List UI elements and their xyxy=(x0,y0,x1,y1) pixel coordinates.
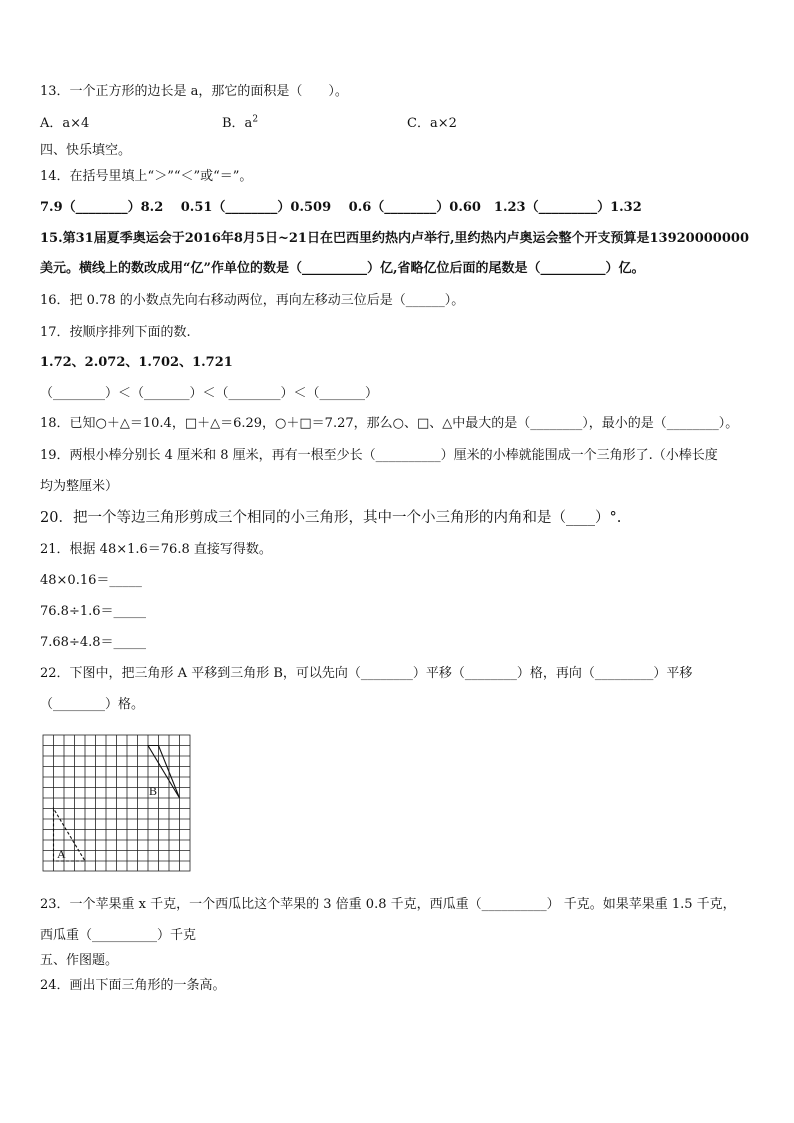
q13-option-c: C．a×2 xyxy=(407,116,457,131)
q13-option-b-exponent: 2 xyxy=(252,114,259,125)
q18-question: 18．已知○＋△＝10.4，□＋△＝6.29，○＋□＝7.27，那么○、□、△中最大的是（________），最小的是（________）。 xyxy=(40,416,739,431)
q13-option-b xyxy=(222,116,258,132)
q14-question: 14．在括号里填上“＞”“＜”或“＝”。 xyxy=(40,169,253,184)
q17-blanks: （________）＜（_______）＜（________）＜（_______） xyxy=(40,386,379,401)
q23-line-2: 西瓜重（__________）千克 xyxy=(40,928,197,943)
q21-calc-2: 76.8÷1.6＝_____ xyxy=(40,604,147,619)
q19-line-2: 均为整厘米） xyxy=(40,479,119,494)
q20-question: 20．把一个等边三角形剪成三个相同的小三角形，其中一个小三角形的内角和是（____）°. xyxy=(40,510,622,526)
q17-numbers: 1.72、2.072、1.702、1.721 xyxy=(40,355,233,370)
q14-comparisons: 7.9（________）8.2 0.51（________）0.509 0.6（________）0.60 1.23（_________）1.32 xyxy=(40,200,642,215)
section-5-heading: 五、作图题。 xyxy=(40,953,119,968)
translation-grid-figure xyxy=(42,734,192,874)
section-4-heading: 四、快乐填空。 xyxy=(40,143,132,158)
q21-question: 21．根据 48×1.6＝76.8 直接写得数。 xyxy=(40,542,272,557)
q16-question: 16．把 0.78 的小数点先向右移动两位，再向左移动三位后是（______）。 xyxy=(40,293,465,308)
triangle-a-label: A xyxy=(57,847,66,861)
q15-line-2: 美元。横线上的数改成用“亿”作单位的数是（__________）亿,省略亿位后面的尾数是（__________）亿。 xyxy=(40,261,645,276)
q13-question: 13．一个正方形的边长是 a，那它的面积是（ ）。 xyxy=(40,84,348,99)
q17-question: 17．按顺序排列下面的数. xyxy=(40,325,191,340)
q22-line-1: 22．下图中，把三角形 A 平移到三角形 B，可以先向（________）平移（________）格，再向（_________）平移 xyxy=(40,666,693,681)
triangle-b-label: B xyxy=(149,784,158,798)
q15-line-1: 15.第31届夏季奥运会于2016年8月5日~21日在巴西里约热内卢举行,里约热内卢奥运会整个开支预算是13920000000 xyxy=(40,231,749,246)
q21-calc-3: 7.68÷4.8＝_____ xyxy=(40,635,147,650)
q21-calc-1: 48×0.16＝_____ xyxy=(40,573,142,588)
q19-line-1: 19．两根小棒分别长 4 厘米和 8 厘米，再有一根至少长（__________）厘米的小棒就能围成一个三角形了.（小棒长度 xyxy=(40,448,718,463)
q22-line-2: （________）格。 xyxy=(40,697,145,712)
q13-option-b-base: B．a xyxy=(222,116,253,131)
q13-option-a: A．a×4 xyxy=(40,116,90,131)
q23-line-1: 23．一个苹果重 x 千克，一个西瓜比这个苹果的 3 倍重 0.8 千克，西瓜重（__________） 千克。如果苹果重 1.5 千克， xyxy=(40,897,736,912)
q24-question: 24．画出下面三角形的一条高。 xyxy=(40,978,226,993)
